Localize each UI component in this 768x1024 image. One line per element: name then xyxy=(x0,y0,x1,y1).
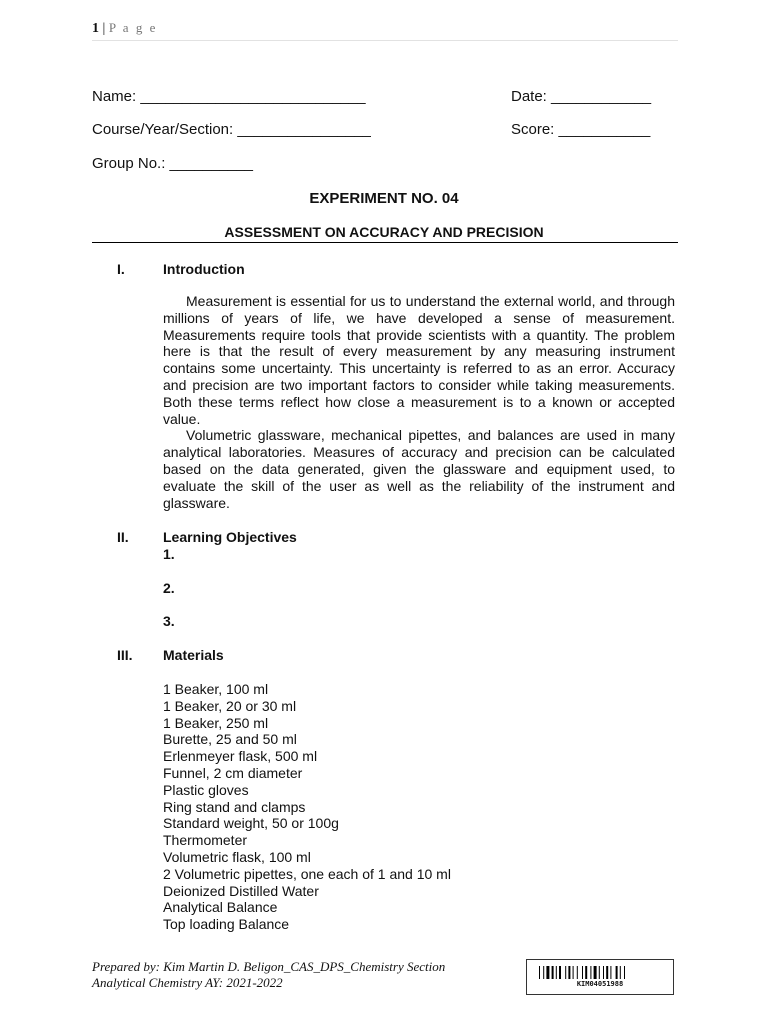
page-footer xyxy=(92,959,445,991)
material-item: Standard weight, 50 or 100g xyxy=(163,815,339,832)
page-number: 1 xyxy=(92,21,99,36)
intro-body xyxy=(163,293,675,511)
material-item: Ring stand and clamps xyxy=(163,798,306,815)
course-field: Course/Year/Section: ________________ xyxy=(92,121,371,138)
intro-paragraph-1: Measurement is essential for us to understand the external world, and through millions of years of life, we have developed a sense of measurement. Measurements require tools that provide scientists with a quantity. The problem here is that the result of every measurement by any measuring instrument contains some uncertainty. This uncertainty is referred to as an error. Accuracy and precision are two important factors to consider while taking measurements. Both these terms reflect how close a measurement is to a known or accepted value. xyxy=(163,293,675,427)
intro-paragraph-2: Volumetric glassware, mechanical pipettes, and balances are used in many analytical laboratories. Measures of accuracy and precision can be calculated based on the data generated, given the glassware and equipment used, to evaluate the skill of the user as well as the reliability of the instrument and glassware. xyxy=(163,427,675,511)
page-separator: | xyxy=(102,21,106,36)
page-label: P a g e xyxy=(108,20,158,35)
date-field: Date: ____________ xyxy=(511,88,652,105)
material-item: 1 Beaker, 20 or 30 ml xyxy=(163,697,297,714)
material-item: Funnel, 2 cm diameter xyxy=(163,764,303,781)
material-item: 1 Beaker, 250 ml xyxy=(163,714,269,731)
barcode xyxy=(526,959,674,995)
objective-item: 2. xyxy=(163,580,175,596)
score-field: Score: ___________ xyxy=(511,121,651,138)
material-item: 1 Beaker, 100 ml xyxy=(163,681,269,697)
material-item: Top loading Balance xyxy=(163,916,290,933)
material-item: Erlenmeyer flask, 500 ml xyxy=(163,748,318,765)
group-field: Group No.: __________ xyxy=(92,155,253,172)
section-number-intro: I. xyxy=(117,261,125,277)
section-title-materials: Materials xyxy=(163,647,224,663)
page-header xyxy=(92,20,157,37)
material-item: Deionized Distilled Water xyxy=(163,882,319,899)
material-item: 2 Volumetric pipettes, one each of 1 and 10 ml xyxy=(163,865,451,882)
name-field: Name: ___________________________ xyxy=(92,88,366,105)
section-title-objectives: Learning Objectives xyxy=(163,529,297,545)
section-title-intro: Introduction xyxy=(163,261,245,277)
footer-course: Analytical Chemistry AY: 2021-2022 xyxy=(92,975,283,990)
document-subtitle: ASSESSMENT ON ACCURACY AND PRECISION xyxy=(224,224,544,240)
material-item: Volumetric flask, 100 ml xyxy=(163,848,311,865)
material-item: Thermometer xyxy=(163,832,248,849)
experiment-title: EXPERIMENT NO. 04 xyxy=(309,190,459,207)
header-divider xyxy=(92,40,678,41)
section-number-objectives: II. xyxy=(117,529,129,545)
objective-item: 3. xyxy=(163,613,175,629)
material-item: Analytical Balance xyxy=(163,899,278,916)
material-item: Burette, 25 and 50 ml xyxy=(163,731,297,748)
section-number-materials: III. xyxy=(117,647,133,663)
objective-item: 1. xyxy=(163,546,175,562)
barcode-icon xyxy=(539,966,661,979)
materials-list xyxy=(163,681,451,933)
material-item: Plastic gloves xyxy=(163,781,249,798)
title-divider xyxy=(92,242,678,243)
footer-prepared-by: Prepared by: Kim Martin D. Beligon_CAS_DPS_Chemistry Section xyxy=(92,959,446,974)
barcode-text: KIM04051988 xyxy=(576,980,624,988)
